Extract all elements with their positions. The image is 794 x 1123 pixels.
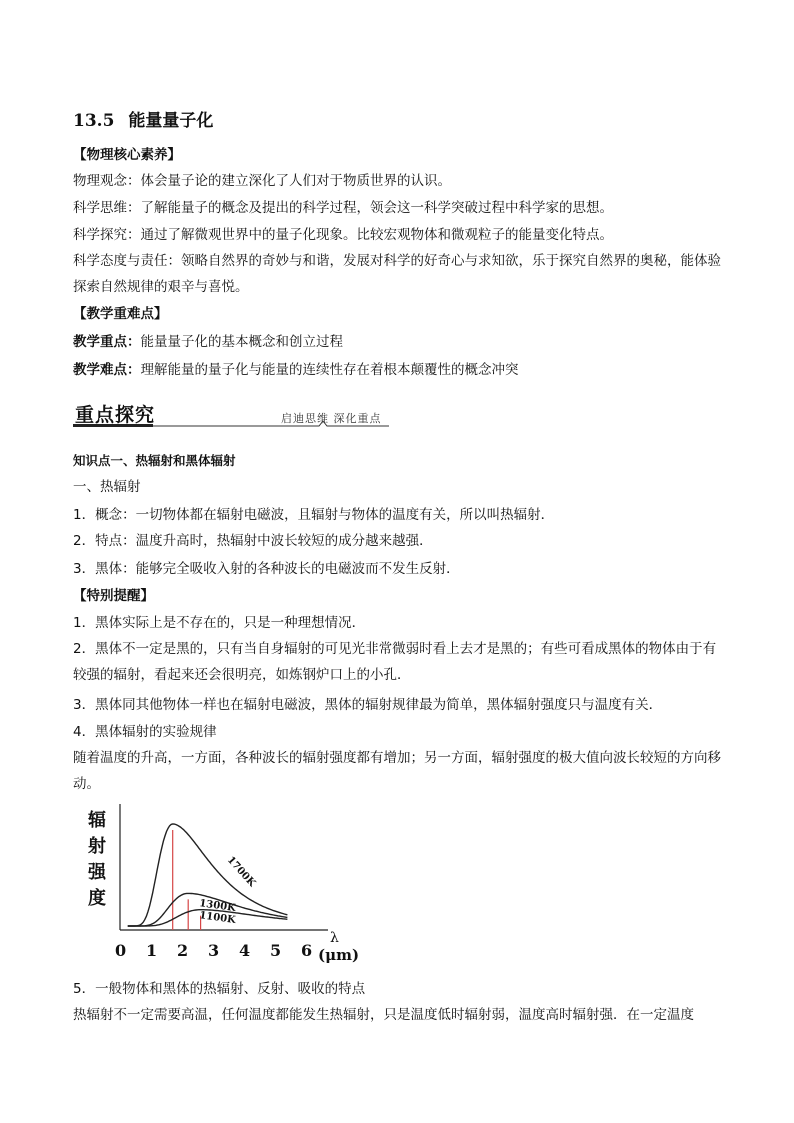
series-label: 1100K <box>198 910 237 927</box>
banner-subtitle: 启迪思维 深化重点 <box>281 412 382 425</box>
tip-item: 2．黑体不一定是黑的，只有当自身辐射的可见光非常微弱时看上去才是黑的；有些可看成黑体的物体由于有较强的辐射，看起来还会很明亮，如炼钢炉口上的小孔． <box>73 641 717 683</box>
y-axis-label: 射 <box>88 836 106 857</box>
list-item: 5．一般物体和黑体的热辐射、反射、吸收的特点 <box>73 981 366 997</box>
x-tick-label: 3 <box>208 941 220 960</box>
banner-title: 重点探究 <box>75 404 156 426</box>
difficulty-text: 理解能量的量子化与能量的连续性存在着根本颠覆性的概念冲突 <box>140 362 519 378</box>
y-axis-label: 度 <box>88 888 106 909</box>
last-line: 热辐射不一定需要高温，任何温度都能发生热辐射，只是温度低时辐射弱，温度高时辐射强．在一定温度 <box>73 1007 694 1023</box>
key-point-label: 教学重点： <box>73 334 141 350</box>
list-item: 3．黑体：能够完全吸收入射的各种波长的电磁波而不发生反射． <box>73 561 460 577</box>
y-axis-label: 辐 <box>88 810 106 831</box>
x-tick-label: 0 <box>115 941 127 960</box>
x-axis-unit: (μm) <box>318 946 360 964</box>
core-item: 科学态度与责任：领略自然界的奇妙与和谐，发展对科学的好奇心与求知欲，乐于探究自然界的奥秘，能体验探索自然规律的艰辛与喜悦。 <box>73 253 721 295</box>
section-title <box>73 106 213 131</box>
knowledge-title: 知识点一、热辐射和黑体辐射 <box>73 453 236 468</box>
section-number: 13.5 <box>73 111 115 131</box>
key-heading: 【教学重难点】 <box>73 306 168 322</box>
tip-item: 3．黑体同其他物体一样也在辐射电磁波，黑体的辐射规律最为简单，黑体辐射强度只与温度有关． <box>73 697 663 713</box>
y-axis-label: 强 <box>88 862 106 883</box>
x-axis-label: λ <box>330 930 339 946</box>
tip-item: 1．黑体实际上是不存在的，只是一种理想情况． <box>73 615 366 631</box>
tip-heading: 【特别提醒】 <box>73 588 154 604</box>
list-item: 1．概念：一切物体都在辐射电磁波，且辐射与物体的温度有关，所以叫热辐射． <box>73 507 555 523</box>
sub-title: 一、热辐射 <box>73 479 141 495</box>
series-label: 1300K <box>198 898 237 915</box>
key-point-text: 能量量子化的基本概念和创立过程 <box>140 334 343 350</box>
key-point <box>73 333 343 351</box>
x-tick-label: 2 <box>177 941 189 960</box>
series-label: 1700K <box>224 854 258 890</box>
list-item: 2．特点：温度升高时，热辐射中波长较短的成分越来越强． <box>73 533 433 549</box>
core-heading: 【物理核心素养】 <box>73 147 181 163</box>
x-tick-label: 1 <box>146 941 158 960</box>
core-item: 物理观念：体会量子论的建立深化了人们对于物质世界的认识。 <box>73 173 451 189</box>
difficulty-label: 教学难点： <box>73 362 141 378</box>
blackbody-chart <box>80 798 380 970</box>
x-tick-label: 4 <box>239 941 251 960</box>
section-banner <box>73 398 389 430</box>
core-item: 科学探究：通过了解微观世界中的量子化现象。比较宏观物体和微观粒子的能量变化特点。 <box>73 227 613 243</box>
tip-item: 4．黑体辐射的实验规律 <box>73 724 217 740</box>
difficulty <box>73 361 519 379</box>
x-tick-label: 5 <box>270 941 282 960</box>
core-item: 科学思维：了解能量子的概念及提出的科学过程，领会这一科学突破过程中科学家的思想。 <box>73 200 613 216</box>
x-tick-label: 6 <box>301 941 313 960</box>
section-title-text: 能量量子化 <box>128 111 214 131</box>
law-text: 随着温度的升高，一方面，各种波长的辐射强度都有增加；另一方面，辐射强度的极大值向波长较短的方向移动。 <box>73 750 721 792</box>
